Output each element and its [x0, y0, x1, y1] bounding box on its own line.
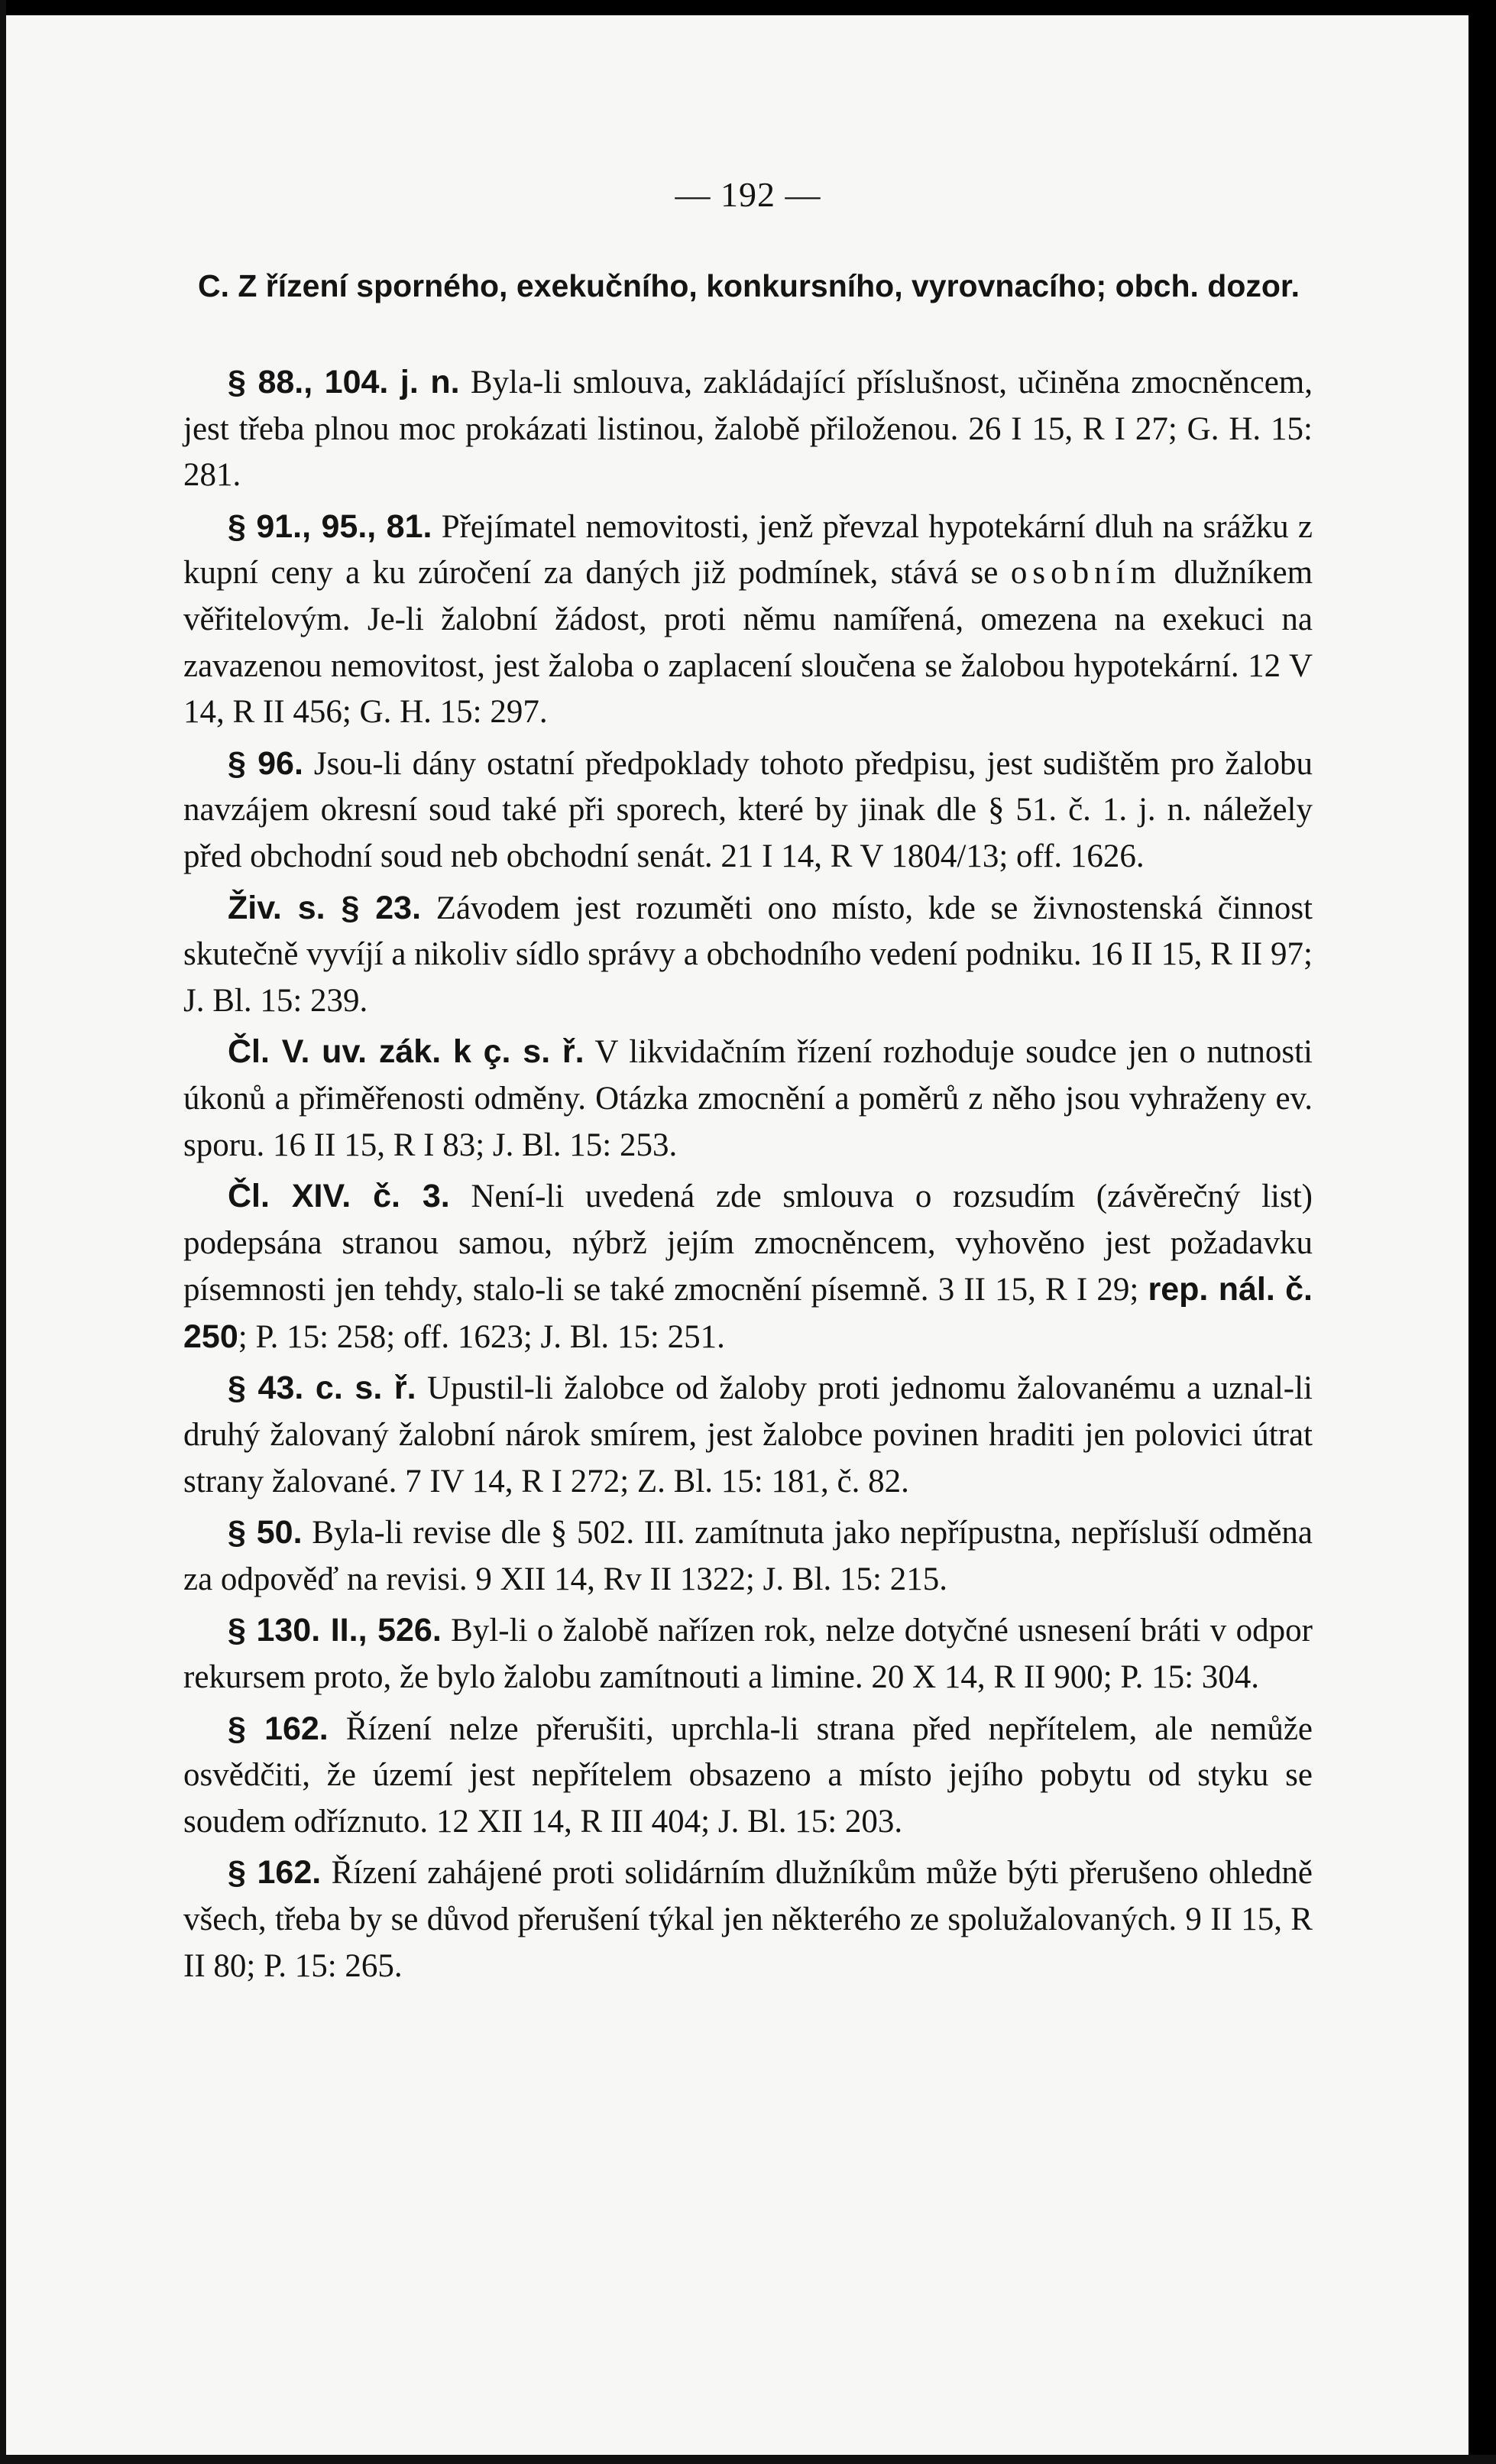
- entry-130: [183, 1607, 1313, 1700]
- entry-text: V likvidačním řízení rozhoduje soudce jen o nutnosti úkonů a přiměřenosti odměny. Otázka zmocnění a poměrů z něho jsou vyhraženy ev. sporu. 16 II 15, R I 83; J. Bl. 15: 253.: [183, 1034, 1313, 1163]
- page-number: — 192 —: [675, 175, 821, 214]
- entry-lead: § 96.: [228, 744, 303, 782]
- scan-border-top: [0, 0, 1496, 15]
- entry-lead: § 130. II., 526.: [228, 1612, 442, 1649]
- entry-162-b: [183, 1850, 1313, 1989]
- scan-border-left: [0, 0, 6, 2464]
- entry-text-tail: ; P. 15: 258; off. 1623; J. Bl. 15: 251.: [238, 1318, 725, 1355]
- entry-emphasis: osobním: [1010, 555, 1161, 592]
- entry-text: Přejímatel nemovitosti, jenž převzal hypotekární dluh na srážku z kupní ceny a ku zúročení za daných již podmínek, stává se: [183, 508, 1313, 592]
- entry-lead: § 162.: [228, 1710, 329, 1747]
- entry-lead: Čl. XIV. č. 3.: [228, 1178, 450, 1215]
- entry-lead: Čl. V. uv. zák. k ç. s. ř.: [228, 1033, 584, 1071]
- entry-96: [183, 741, 1313, 880]
- entry-lead: § 50.: [228, 1514, 303, 1551]
- section-heading: C. Z řízení sporného, exekučního, konkursního, vyrovnacího; obch. dozor.: [197, 268, 1300, 303]
- entry-text: Byla-li revise dle § 502. III. zamítnuta jako nepřípustna, nepřísluší odměna za odpověď na revisi. 9 XII 14, Rv II 1322; J. Bl. 15: 215.: [183, 1515, 1313, 1597]
- entry-text: Závodem jest rozuměti ono místo, kde se živnostenská činnost skutečně vyvíjí a nikoliv sídlo správy a obchodního vedení podniku. 16 II 15, R II 97; J. Bl. 15: 239.: [183, 890, 1313, 1019]
- entry-lead: § 43. c. s. ř.: [228, 1370, 416, 1407]
- entry-text: Byla-li smlouva, zakládající příslušnost, učiněna zmocněncem, jest třeba plnou moc prokázati listinou, žalobě přiloženou. 26 I 15, R I 27; G. H. 15: 281.: [183, 365, 1313, 494]
- entry-bold-ref: rep. nál. č. 250: [183, 1271, 1313, 1355]
- entry-text: Není-li uvedená zde smlouva o rozsudím (závěrečný list) podepsána stranou samou, nýbrž jejím zmocněncem, vyhověno jest požadavku písemnosti jen tehdy, stalo-li se také zmocnění písemně. 3 II 15, R I 29;: [183, 1179, 1313, 1308]
- entry-50: [183, 1509, 1313, 1603]
- entry-lead: § 162.: [228, 1854, 322, 1892]
- entry-43: [183, 1365, 1313, 1505]
- page-body: [183, 359, 1313, 1994]
- entry-text: Řízení zahájené proti solidárním dlužníkům může býti přerušeno ohledně všech, třeba by se důvod přerušení týkal jen některého ze spolužalovaných. 9 II 15, R II 80; P. 15: 265.: [183, 1855, 1313, 1984]
- entry-text-cont: dlužníkem věřitelovým. Je-li žalobní žádost, proti němu namířená, omezena na exekuci na zavazenou nemovitost, jest žaloba o zaplacení sloučena se žalobou hypotekární. 12 V 14, R II 456; G. H. 15: 297.: [183, 555, 1313, 731]
- entry-text: Jsou-li dány ostatní předpoklady tohoto předpisu, jest sudištěm pro žalobu navzájem okresní soud také při sporech, které by jinak dle § 51. č. 1. j. n. náležely před obchodní soud neb obchodní senát. 21 I 14, R V 1804/13; off. 1626.: [183, 745, 1313, 874]
- entry-lead: § 88., 104. j. n.: [228, 364, 460, 400]
- scan-border-right: [1468, 0, 1496, 2464]
- entry-text: Upustil-li žalobce od žaloby proti jednomu žalovanému a uznal-li druhý žalovaný žalobní nárok smírem, jest žalobce povinen hraditi jen polovici útrat strany žalované. 7 IV 14, R I 272; Z. Bl. 15: 181, č. 82.: [183, 1370, 1313, 1499]
- entry-text: Řízení nelze přerušiti, uprchla-li strana před nepřítelem, ale nemůže osvědčiti, že území jest nepřítelem obsazeno a místo jejího pobytu od styku se soudem odříznuto. 12 XII 14, R III 404; J. Bl. 15: 203.: [183, 1710, 1313, 1840]
- entry-91: [183, 504, 1313, 736]
- entry-cl-v: [183, 1029, 1313, 1169]
- scan-border-bottom: [0, 2455, 1496, 2464]
- entry-lead: § 91., 95., 81.: [228, 507, 432, 545]
- entry-88: [183, 359, 1313, 499]
- entry-text: Byl-li o žalobě nařízen rok, nelze dotyčné usnesení bráti v odpor rekursem proto, že bylo žalobu zamítnouti a limine. 20 X 14, R II 900; P. 15: 304.: [183, 1613, 1313, 1696]
- entry-cl-xiv: [183, 1173, 1313, 1360]
- entry-lead: Živ. s. § 23.: [228, 889, 422, 926]
- entry-162-a: [183, 1706, 1313, 1846]
- entry-ziv-23: [183, 885, 1313, 1025]
